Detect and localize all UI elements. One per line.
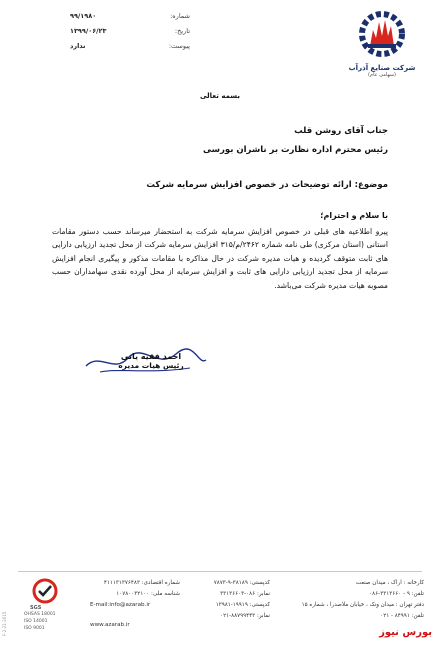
letter-body: پیرو اطلاعیه های قبلی در خصوص افزایش سرمایه شرکت به استحضار میرساند حسب دستور مقامات استانی (استان مرکزی) طی نامه شماره ۲۴۶۲/م/۳۱۵ افزایش سرمایه شرکت از محل تجدید ارزیابی دارایی های ثابت متوقف گردیده و هیات مدیره شرکت در حال مذاکره با مقامات مذکور و پیگیری انجام افزایش سرمایه از محل تجدید ارزیابی دارایی های ثابت و افزایش سرمایه از محل آورده نقدی سهامداران حسب مصوبه هیات مدیره شرکت می‌باشد.	[52, 227, 388, 290]
attachment-value: ندارد	[70, 41, 86, 50]
date-label: تاریخ:	[174, 26, 190, 35]
factory-address: کارخانه : اراک ، میدان صنعت	[355, 580, 424, 586]
postcode-tehran: کدپستی: ۱۹۹۱۹-۱۳۹۸۱	[215, 602, 270, 608]
footer-ids	[90, 578, 180, 600]
recipient-title: رئیس محترم اداره نظارت بر ناشران بورسی	[203, 145, 388, 155]
factory-phone: تلفن: ۹ - ۳۳۱۳۶۶۰-۰۸۶	[369, 591, 424, 597]
letter-subject: موضوع: ارائه توضیحات در خصوص افزایش سرمایه شرکت	[146, 180, 388, 190]
company-logo	[346, 6, 418, 78]
postcode-factory: کدپستی: ۳۸۱۸۹-۹-۷۸۷۳	[213, 580, 270, 586]
news-watermark: بورس نیوز	[379, 627, 432, 638]
number-label: شماره:	[170, 11, 190, 20]
tehran-phone: تلفن: ۸۴۹۹۱ - ۰۲۱	[380, 613, 424, 619]
fax-factory: نمابر: ۰۸۶-۳۳۱۳۶۶۰۳	[220, 591, 270, 597]
sgs-label: SGS	[30, 605, 42, 611]
attachment-label: پیوست:	[168, 41, 190, 50]
letter-greeting: با سلام و احترام؛	[320, 211, 388, 220]
cert-iso9001: ISO 9001	[24, 626, 45, 631]
bismillah: بسمه تعالی	[199, 92, 241, 100]
form-code: F-2-21-2015	[2, 611, 7, 636]
signer-title: رئیس هیات مدیره	[118, 361, 184, 370]
signer-name: احمد فقیه یانی	[120, 352, 182, 361]
fax-tehran: نمابر: ۸۸۷۹۹۴۴۳-۰۲۱	[220, 613, 270, 619]
number-value: ۹۹/۱۹۸۰	[70, 11, 97, 20]
signature-block	[96, 352, 206, 370]
company-name: شرکت صنایع آذرآب	[348, 64, 416, 72]
website-link[interactable]: www.azarab.ir	[90, 622, 130, 628]
economic-code: شماره اقتصادی: ۴۱۱۱۳۱۳۷۶۴۸۳	[103, 580, 180, 586]
letter-meta	[70, 8, 190, 53]
tehran-office: دفتر تهران : میدان ونک ، خیابان ملاصدرا ، شماره ۱۵	[301, 602, 424, 608]
national-id: شناسه ملی: ۱۰۷۸۰۰۳۲۱۰۰	[116, 591, 180, 597]
email-link[interactable]: E-mail:info@azarab.ir	[90, 602, 151, 608]
cert-ohsas: OHSAS 18001	[24, 612, 56, 617]
sgs-badge-icon	[30, 578, 60, 604]
recipient-name: جناب آقای روشن قلب	[294, 126, 388, 136]
footer-addresses	[244, 578, 424, 622]
cert-iso14001: ISO 14001	[24, 619, 48, 624]
footer-divider	[18, 571, 422, 572]
gear-flame-icon	[354, 6, 410, 58]
date-value: ۱۳۹۹/۰۶/۲۳	[70, 26, 107, 35]
company-subtitle: (سهامی عام)	[368, 72, 396, 78]
footer-contact	[90, 600, 180, 631]
